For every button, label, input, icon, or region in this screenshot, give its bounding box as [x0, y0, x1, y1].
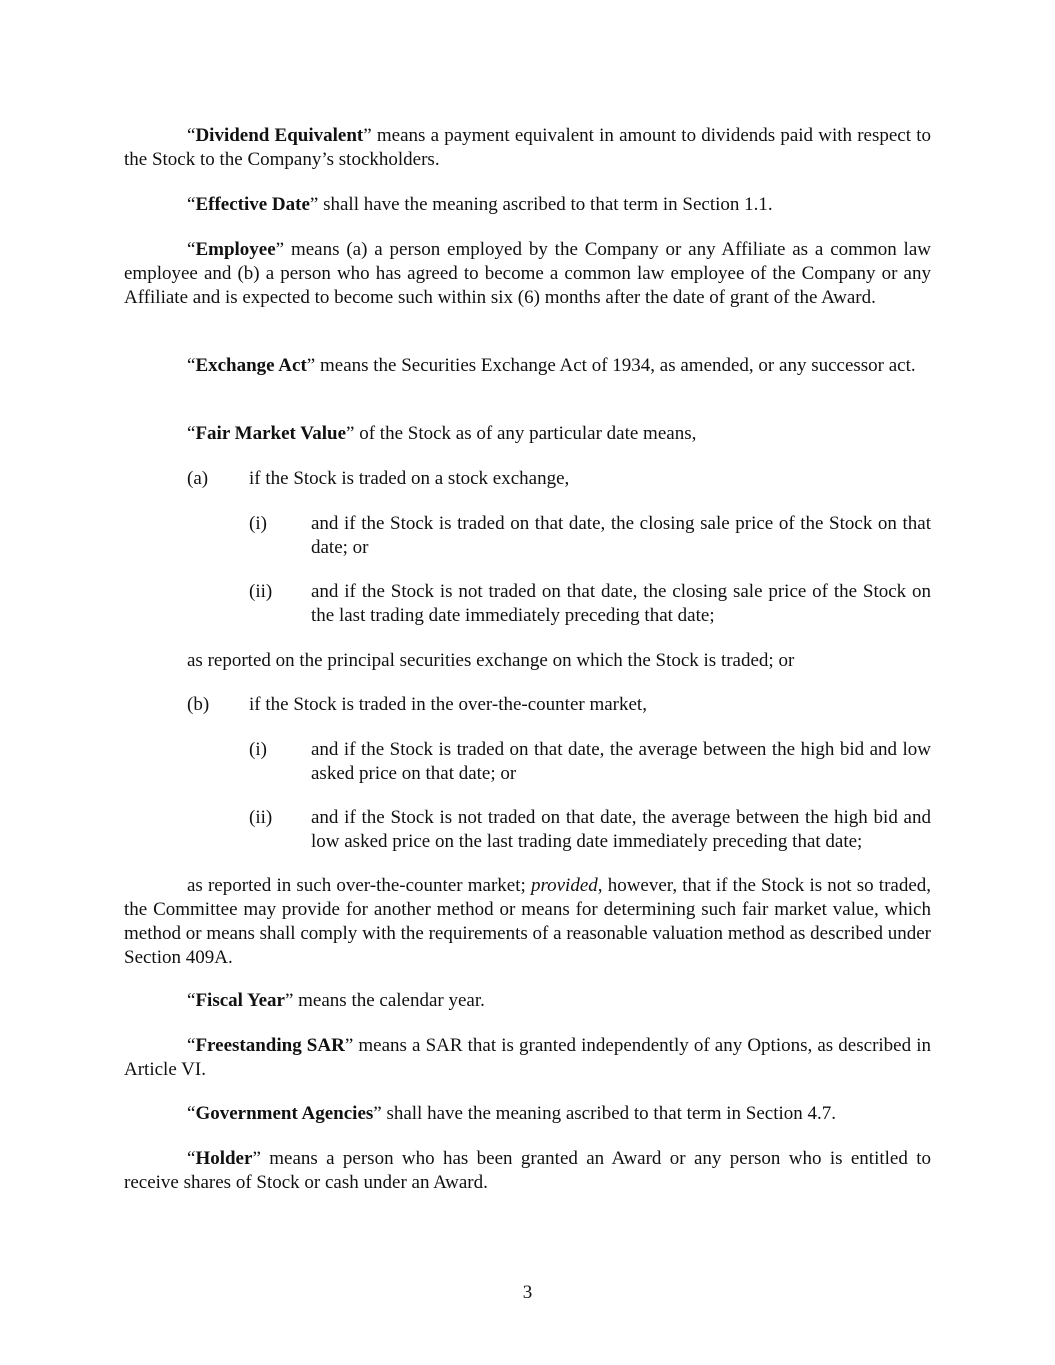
close-quote: ”: [373, 1103, 382, 1124]
definition-text: means the calendar year.: [293, 990, 485, 1011]
clause-a-ii-text: and if the Stock is not traded on that date, the closing sale price of the Stock on the last trading date immediately preceding that date;: [311, 581, 931, 626]
clause-a-text: if the Stock is traded on a stock exchange,: [249, 468, 570, 489]
open-quote: “: [187, 239, 196, 260]
close-quote: ”: [275, 239, 285, 260]
trailer-text-start: as reported in such over-the-counter market;: [187, 875, 531, 896]
clause-a-label: (a): [187, 468, 209, 489]
definition-dividend-equivalent: [124, 124, 931, 172]
definition-effective-date: [124, 193, 931, 217]
close-quote: ”: [284, 990, 294, 1011]
open-quote: “: [187, 1035, 196, 1056]
open-quote: “: [187, 355, 196, 376]
definition-text: means the Securities Exchange Act of 1934, as amended, or any successor act.: [315, 355, 916, 376]
definition-fair-market-value: [124, 422, 931, 446]
open-quote: “: [187, 125, 196, 146]
close-quote: ”: [346, 423, 355, 444]
defined-term: Exchange Act: [195, 355, 307, 376]
clause-b-text: if the Stock is traded in the over-the-counter market,: [249, 694, 647, 715]
clause-b-trailer: [124, 874, 931, 970]
definition-text: means a person who has been granted an Award or any person who is entitled to receive shares of Stock or cash under an Award.: [124, 1148, 931, 1193]
defined-term: Government Agencies: [195, 1103, 374, 1124]
clause-b-ii-label: (ii): [249, 807, 273, 828]
trailer-text-end: , however, that if the Stock is not so traded, the Committee may provide for another method or means for determining such fair market value, which method or means shall comply with the requirements of a reasonable valuation method as described under Section 409A.: [124, 875, 932, 968]
clause-b-ii-text: and if the Stock is not traded on that date, the average between the high bid and low asked price on the last trading date immediately preceding that date;: [311, 807, 931, 852]
close-quote: ”: [363, 125, 372, 146]
definition-text: shall have the meaning ascribed to that term in Section 4.7.: [381, 1103, 836, 1124]
clause-a-ii-label: (ii): [249, 581, 273, 602]
clause-b-label: (b): [187, 694, 210, 715]
definition-text: means a payment equivalent in amount to dividends paid with respect to the Stock to the Company’s stockholders.: [124, 125, 931, 170]
open-quote: “: [187, 423, 196, 444]
definition-freestanding-sar: [124, 1034, 931, 1082]
definition-employee: [124, 238, 931, 310]
defined-term: Holder: [195, 1148, 253, 1169]
provided-emphasis: provided: [530, 875, 598, 896]
open-quote: “: [187, 1148, 196, 1169]
definition-text: means a SAR that is granted independently of any Options, as described in Article VI.: [124, 1035, 931, 1080]
definition-text: shall have the meaning ascribed to that term in Section 1.1.: [318, 194, 773, 215]
definition-fiscal-year: [124, 989, 931, 1013]
close-quote: ”: [309, 194, 319, 215]
definition-government-agencies: [124, 1102, 931, 1126]
defined-term: Effective Date: [195, 194, 310, 215]
defined-term: Fair Market Value: [195, 423, 347, 444]
open-quote: “: [187, 1103, 196, 1124]
definition-text: of the Stock as of any particular date means,: [354, 423, 697, 444]
close-quote: ”: [306, 355, 316, 376]
defined-term: Fiscal Year: [195, 990, 285, 1011]
open-quote: “: [187, 194, 196, 215]
definition-text: means (a) a person employed by the Company or any Affiliate as a common law employee and (b) a person who has agreed to become a common law employee of the Company or any Affiliate and is expected to become such within six (6) months after the date of grant of the Award.: [124, 239, 931, 308]
defined-term: Freestanding SAR: [195, 1035, 345, 1056]
defined-term: Dividend Equivalent: [195, 125, 364, 146]
definition-exchange-act: [124, 354, 931, 378]
clause-a-trailer: as reported on the principal securities exchange on which the Stock is traded; or: [187, 650, 795, 671]
close-quote: ”: [252, 1148, 261, 1169]
clause-b-i-label: (i): [249, 739, 267, 760]
clause-b-i-text: and if the Stock is traded on that date, the average between the high bid and low asked price on that date; or: [311, 739, 931, 784]
defined-term: Employee: [195, 239, 276, 260]
page-number: 3: [522, 1282, 533, 1303]
open-quote: “: [187, 990, 196, 1011]
close-quote: ”: [344, 1035, 354, 1056]
clause-a-i-label: (i): [249, 513, 267, 534]
definition-holder: [124, 1147, 931, 1195]
clause-a-i-text: and if the Stock is traded on that date, the closing sale price of the Stock on that date; or: [311, 513, 931, 558]
